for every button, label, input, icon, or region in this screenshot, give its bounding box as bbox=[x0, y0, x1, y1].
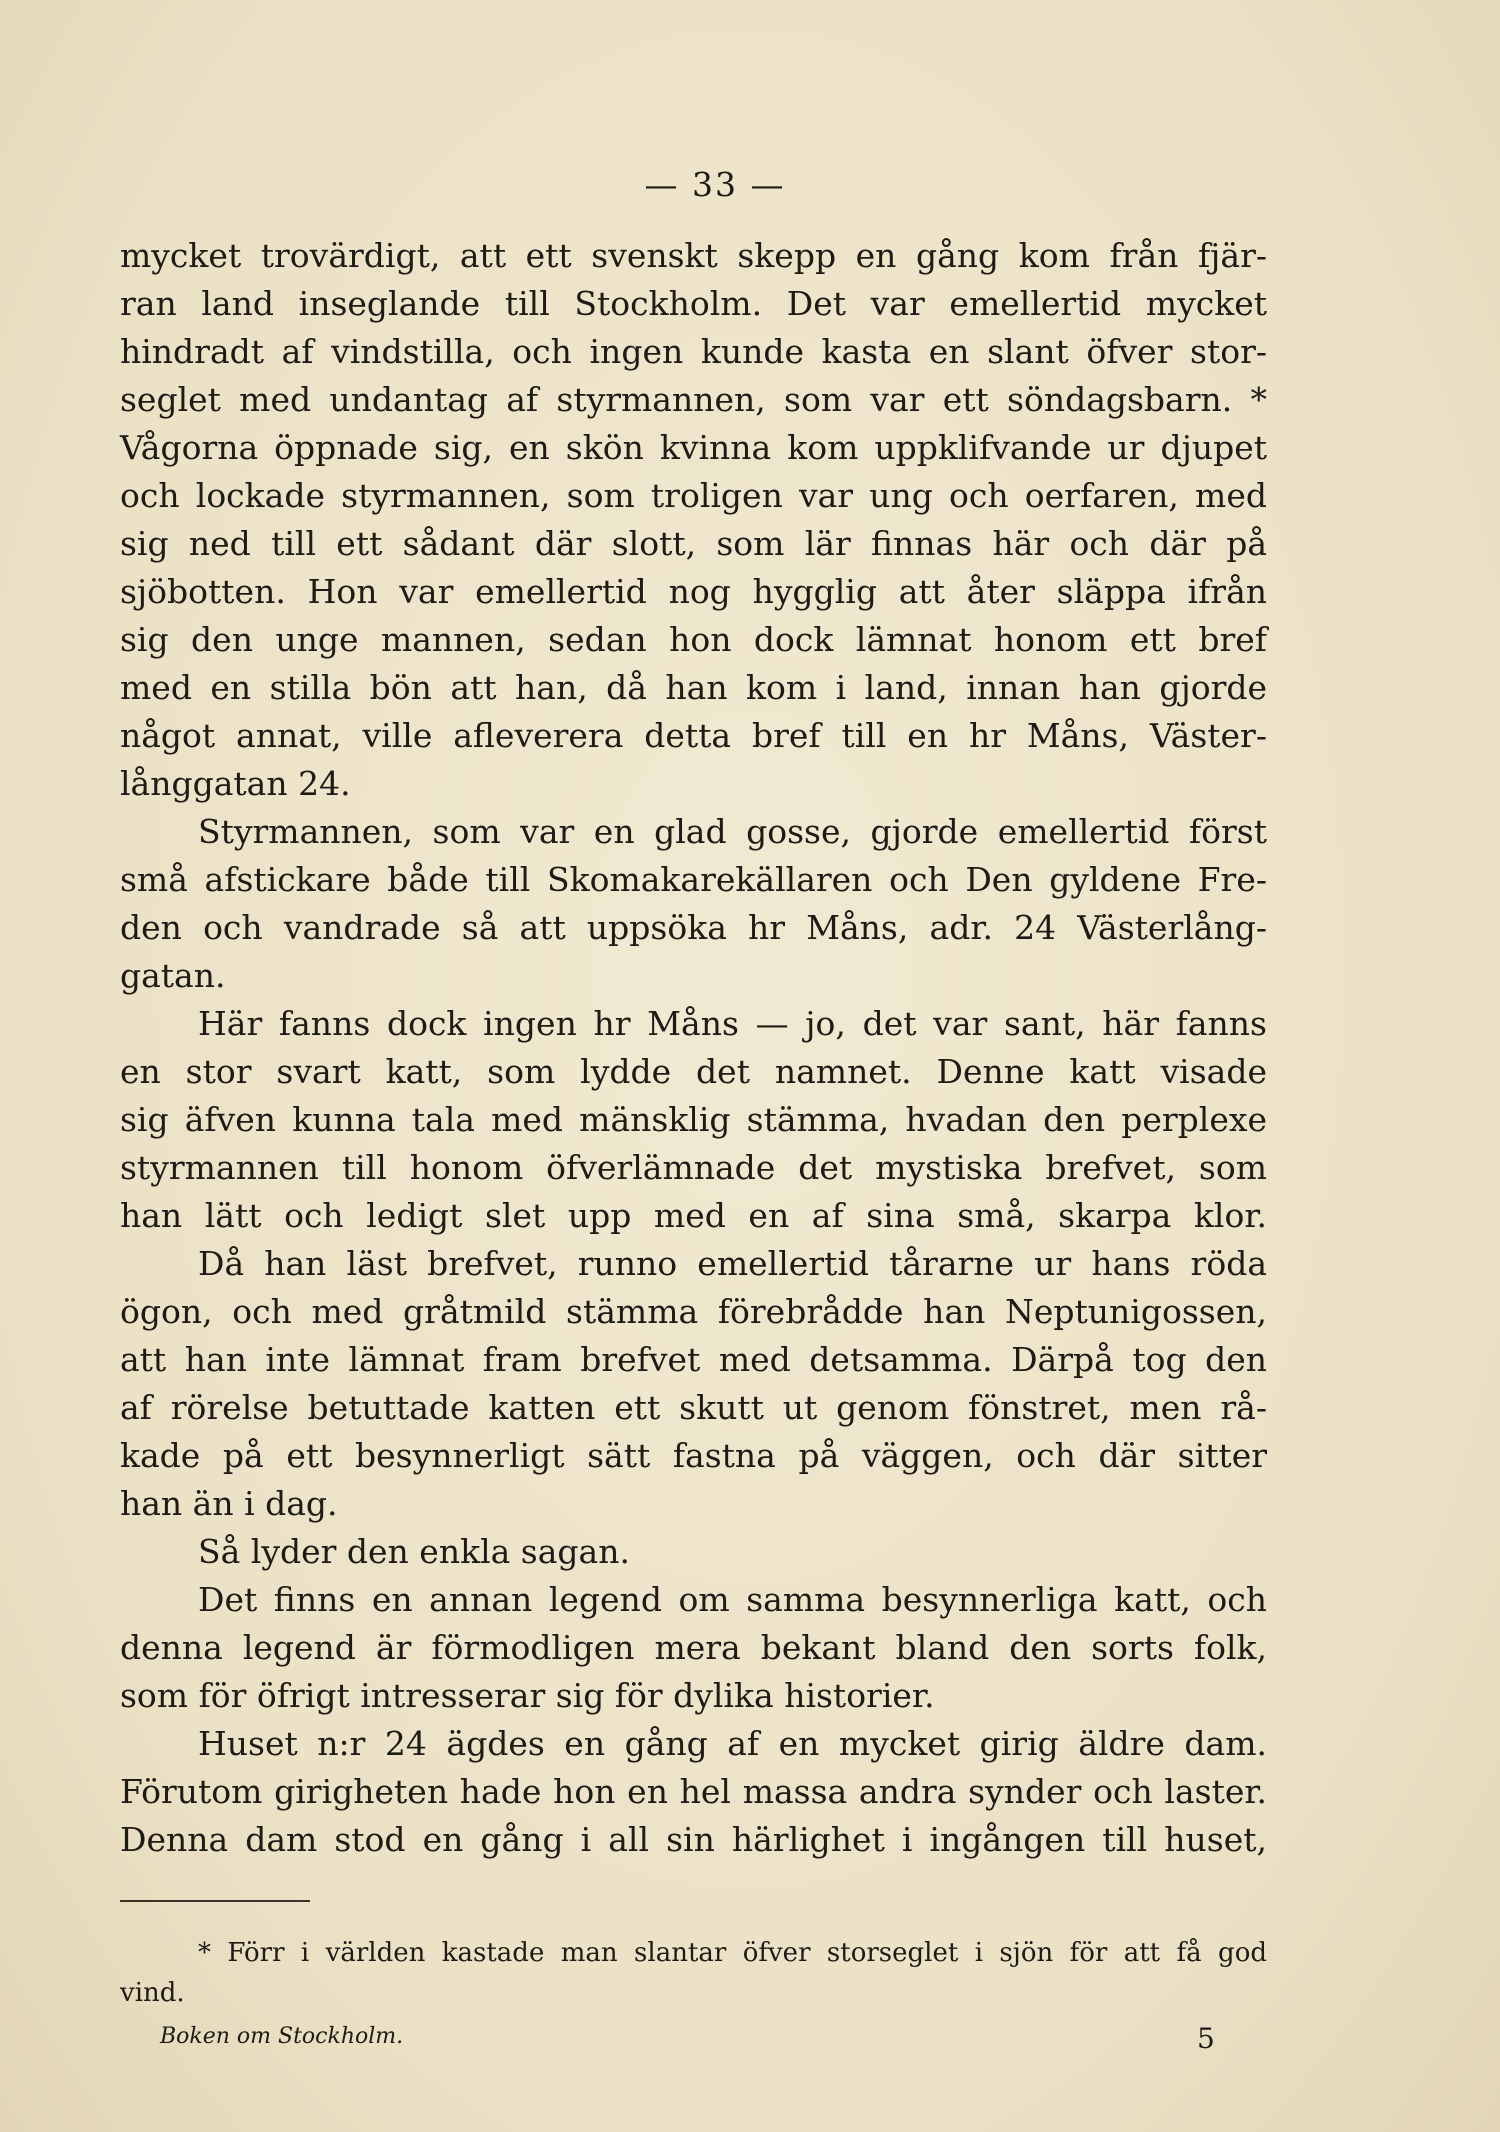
text-line: kade på ett besynnerligt sätt fastna på väggen, och där sitter bbox=[120, 1436, 1267, 1475]
text-line: ran land inseglande till Stockholm. Det var emellertid mycket bbox=[120, 284, 1267, 323]
signature-mark: 5 bbox=[1197, 2022, 1215, 2055]
text-line: sig äfven kunna tala med mänsklig stämma, hvadan den perplexe bbox=[120, 1100, 1267, 1139]
text-line: sig ned till ett sådant där slott, som lär finnas här och där på bbox=[120, 524, 1267, 563]
text-line: små afstickare både till Skomakarekällaren och Den gyldene Fre- bbox=[120, 860, 1267, 899]
footnote-line: * Förr i världen kastade man slantar öfver storseglet i sjön för att få god bbox=[198, 1938, 1267, 1968]
footnote bbox=[120, 1933, 1267, 2013]
text-line: sig den unge mannen, sedan hon dock lämnat honom ett bref bbox=[120, 620, 1267, 659]
text-line: Så lyder den enkla sagan. bbox=[198, 1532, 630, 1571]
text-line: Denna dam stod en gång i all sin härlighet i ingången till huset, bbox=[120, 1820, 1267, 1859]
text-line: styrmannen till honom öfverlämnade det mystiska brefvet, som bbox=[120, 1148, 1267, 1187]
text-line: denna legend är förmodligen mera bekant bland den sorts folk, bbox=[120, 1628, 1267, 1667]
text-line: han lätt och ledigt slet upp med en af sina små, skarpa klor. bbox=[120, 1196, 1267, 1235]
text-line: Förutom girigheten hade hon en hel massa andra synder och laster. bbox=[120, 1772, 1267, 1811]
page-number: — 33 — bbox=[644, 165, 786, 204]
text-line: han än i dag. bbox=[120, 1484, 338, 1523]
text-line: sjöbotten. Hon var emellertid nog hygglig att åter släppa ifrån bbox=[120, 572, 1267, 611]
text-line: Styrmannen, som var en glad gosse, gjorde emellertid först bbox=[198, 812, 1267, 851]
text-line: ögon, och med gråtmild stämma förebrådde han Neptunigossen, bbox=[120, 1292, 1267, 1331]
text-line: Då han läst brefvet, runno emellertid tårarne ur hans röda bbox=[198, 1244, 1267, 1283]
text-line: Vågorna öppnade sig, en skön kvinna kom uppklifvande ur djupet bbox=[120, 428, 1267, 467]
text-line: långgatan 24. bbox=[120, 764, 351, 803]
footnote-divider bbox=[120, 1900, 310, 1902]
text-line: den och vandrade så att uppsöka hr Måns, adr. 24 Västerlång- bbox=[120, 908, 1267, 947]
text-line: och lockade styrmannen, som troligen var ung och oerfaren, med bbox=[120, 476, 1267, 515]
book-title-footer: Boken om Stockholm. bbox=[160, 2024, 404, 2049]
text-line: hindradt af vindstilla, och ingen kunde kasta en slant öfver stor- bbox=[120, 332, 1267, 371]
text-line: seglet med undantag af styrmannen, som var ett söndagsbarn. * bbox=[120, 380, 1267, 419]
text-line: något annat, ville afleverera detta bref till en hr Måns, Väster- bbox=[120, 716, 1267, 755]
text-line: Här fanns dock ingen hr Måns — jo, det var sant, här fanns bbox=[198, 1004, 1267, 1043]
text-line: som för öfrigt intresserar sig för dylika historier. bbox=[120, 1676, 935, 1715]
text-line: att han inte lämnat fram brefvet med detsamma. Därpå tog den bbox=[120, 1340, 1267, 1379]
text-line: gatan. bbox=[120, 956, 226, 995]
text-line: af rörelse betuttade katten ett skutt ut genom fönstret, men rå- bbox=[120, 1388, 1267, 1427]
footnote-line: vind. bbox=[120, 1978, 185, 2008]
body-text bbox=[120, 232, 1267, 1864]
text-line: Det finns en annan legend om samma besynnerliga katt, och bbox=[198, 1580, 1267, 1619]
text-line: med en stilla bön att han, då han kom i land, innan han gjorde bbox=[120, 668, 1267, 707]
text-line: en stor svart katt, som lydde det namnet. Denne katt visade bbox=[120, 1052, 1267, 1091]
text-line: Huset n:r 24 ägdes en gång af en mycket girig äldre dam. bbox=[198, 1724, 1267, 1763]
text-line: mycket trovärdigt, att ett svenskt skepp en gång kom från fjär- bbox=[120, 236, 1267, 275]
